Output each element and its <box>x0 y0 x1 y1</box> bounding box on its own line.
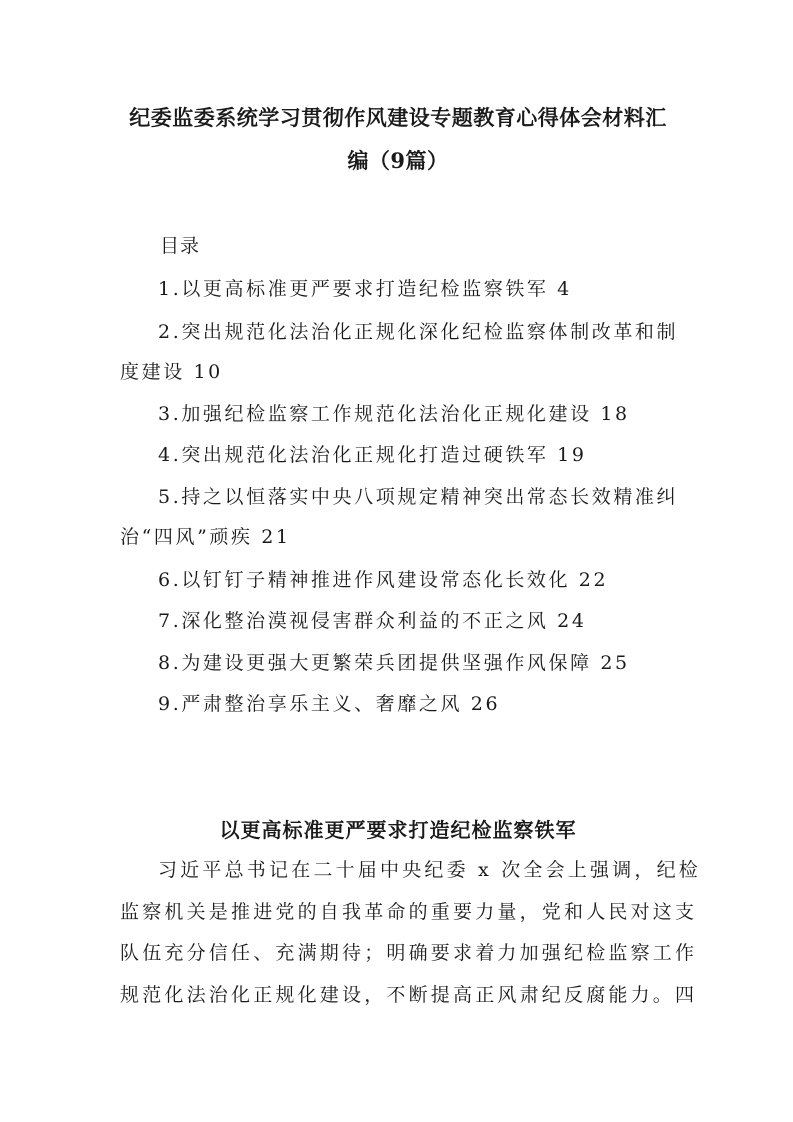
toc-item-7[interactable]: 7.深化整治漠视侵害群众利益的不正之风 24 <box>158 610 587 632</box>
toc-item-9[interactable]: 9.严肃整治享乐主义、奢靡之风 26 <box>158 693 501 715</box>
toc-item-6[interactable]: 6.以钉钉子精神推进作风建设常态化长效化 22 <box>158 569 609 591</box>
paragraph-line: 习近平总书记在二十届中央纪委 x 次全会上强调，纪检 <box>158 859 701 881</box>
document-title-line1: 纪委监委系统学习贯彻作风建设专题教育心得体会材料汇 <box>129 105 667 130</box>
paragraph-line: 队伍充分信任、充满期待；明确要求着力加强纪检监察工作 <box>120 942 698 964</box>
section-title: 以更高标准更严要求打造纪检监察铁军 <box>219 818 577 842</box>
toc-heading: 目录 <box>160 235 201 257</box>
paragraph-line: 监察机关是推进党的自我革命的重要力量，党和人民对这支 <box>120 901 698 923</box>
document-title-line2: 编（9篇） <box>347 148 449 173</box>
paragraph-line: 规范化法治化正规化建设，不断提高正风肃纪反腐能力。四 <box>120 984 698 1006</box>
toc-item-5-cont[interactable]: 治“四风”顽疾 21 <box>120 526 291 548</box>
toc-item-1[interactable]: 1.以更高标准更严要求打造纪检监察铁军 4 <box>158 278 572 300</box>
toc-item-5[interactable]: 5.持之以恒落实中央八项规定精神突出常态长效精准纠 <box>158 486 679 508</box>
toc-item-2[interactable]: 2.突出规范化法治化正规化深化纪检监察体制改革和制 <box>158 321 679 343</box>
toc-item-2-cont[interactable]: 度建设 10 <box>120 361 223 383</box>
toc-item-4[interactable]: 4.突出规范化法治化正规化打造过硬铁军 19 <box>158 444 587 466</box>
toc-item-8[interactable]: 8.为建设更强大更繁荣兵团提供坚强作风保障 25 <box>158 652 630 674</box>
toc-item-3[interactable]: 3.加强纪检监察工作规范化法治化正规化建设 18 <box>158 403 630 425</box>
